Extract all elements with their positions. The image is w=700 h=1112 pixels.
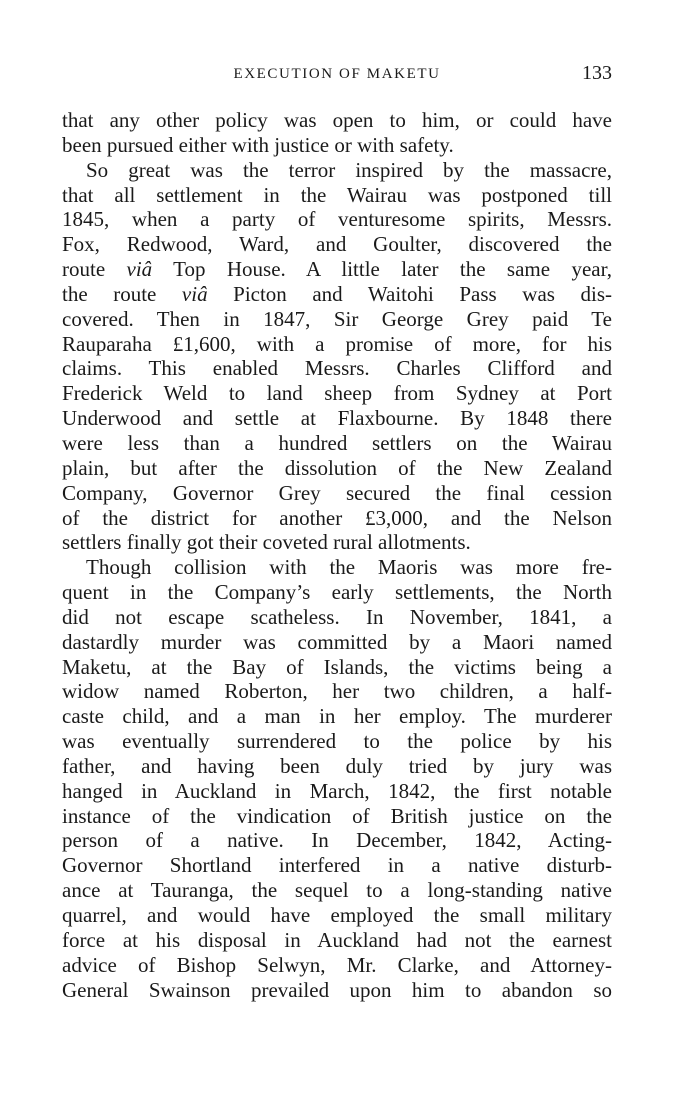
text-line: ance at Tauranga, the sequel to a long-standing native	[62, 878, 612, 903]
text-line: 1845, when a party of venturesome spirits, Messrs.	[62, 207, 612, 232]
text-segment: Top House. A little later the same year,	[152, 257, 612, 282]
text-line: quarrel, and would have employed the small military	[62, 903, 612, 927]
text-line: widow named Roberton, her two children, a half-	[62, 679, 612, 704]
text-line: of the district for another £3,000, and the Nelson	[62, 505, 612, 530]
text-line: Underwood and settle at Flaxbourne. By 1848 there	[62, 406, 612, 431]
text-line: claims. This enabled Messrs. Charles Clifford and	[62, 356, 612, 381]
text-line: Though collision with the Maoris was more fre-	[86, 555, 612, 580]
text-line: Rauparaha £1,600, with a promise of more, for his	[62, 331, 612, 356]
text-line: was eventually surrendered to the police by his	[62, 729, 612, 754]
text-line: General Swainson prevailed upon him to abandon so	[62, 977, 612, 1002]
text-line: Governor Shortland interfered in a native disturb-	[62, 853, 612, 878]
running-header	[62, 62, 612, 88]
text-line: Maketu, at the Bay of Islands, the victims being a	[62, 654, 612, 679]
text-line: been pursued either with justice or with safety.	[62, 132, 454, 157]
text-line: dastardly murder was committed by a Maori named	[62, 629, 612, 654]
text-line: settlers finally got their coveted rural allotments.	[62, 530, 471, 555]
text-line: hanged in Auckland in March, 1842, the first notable	[62, 778, 612, 803]
text-line: that all settlement in the Wairau was postponed till	[62, 182, 612, 207]
text-line: father, and having been duly tried by jury was	[62, 753, 612, 778]
text-segment: the route	[62, 281, 182, 306]
text-line	[62, 282, 612, 307]
text-line: instance of the vindication of British justice on the	[62, 803, 612, 828]
text-line: caste child, and a man in her employ. The murderer	[62, 704, 612, 729]
text-line: force at his disposal in Auckland had not the earnest	[62, 927, 612, 952]
text-line: did not escape scatheless. In November, 1841, a	[62, 604, 612, 629]
body-text	[62, 108, 612, 1002]
page-number: 133	[582, 62, 612, 84]
text-line: covered. Then in 1847, Sir George Grey paid Te	[62, 306, 612, 331]
text-line: So great was the terror inspired by the massacre,	[86, 157, 612, 182]
text-line	[62, 257, 612, 282]
text-line: Fox, Redwood, Ward, and Goulter, discovered the	[62, 232, 612, 257]
italic-word: viâ	[181, 281, 208, 306]
text-line: Company, Governor Grey secured the final cession	[62, 480, 612, 505]
text-line: Frederick Weld to land sheep from Sydney at Port	[62, 381, 612, 406]
text-line: quent in the Company’s early settlements, the North	[62, 580, 612, 605]
text-segment: Picton and Waitohi Pass was dis-	[207, 281, 612, 306]
text-line: person of a native. In December, 1842, Acting-	[62, 828, 612, 853]
italic-word: viâ	[126, 257, 153, 282]
text-line: plain, but after the dissolution of the New Zealand	[62, 455, 612, 480]
text-segment: route	[62, 257, 127, 282]
text-line: were less than a hundred settlers on the Wairau	[62, 430, 612, 455]
text-line: that any other policy was open to him, or could have	[62, 108, 612, 132]
running-title: EXECUTION OF MAKETU	[233, 66, 441, 82]
text-line: advice of Bishop Selwyn, Mr. Clarke, and Attorney-	[62, 952, 612, 977]
